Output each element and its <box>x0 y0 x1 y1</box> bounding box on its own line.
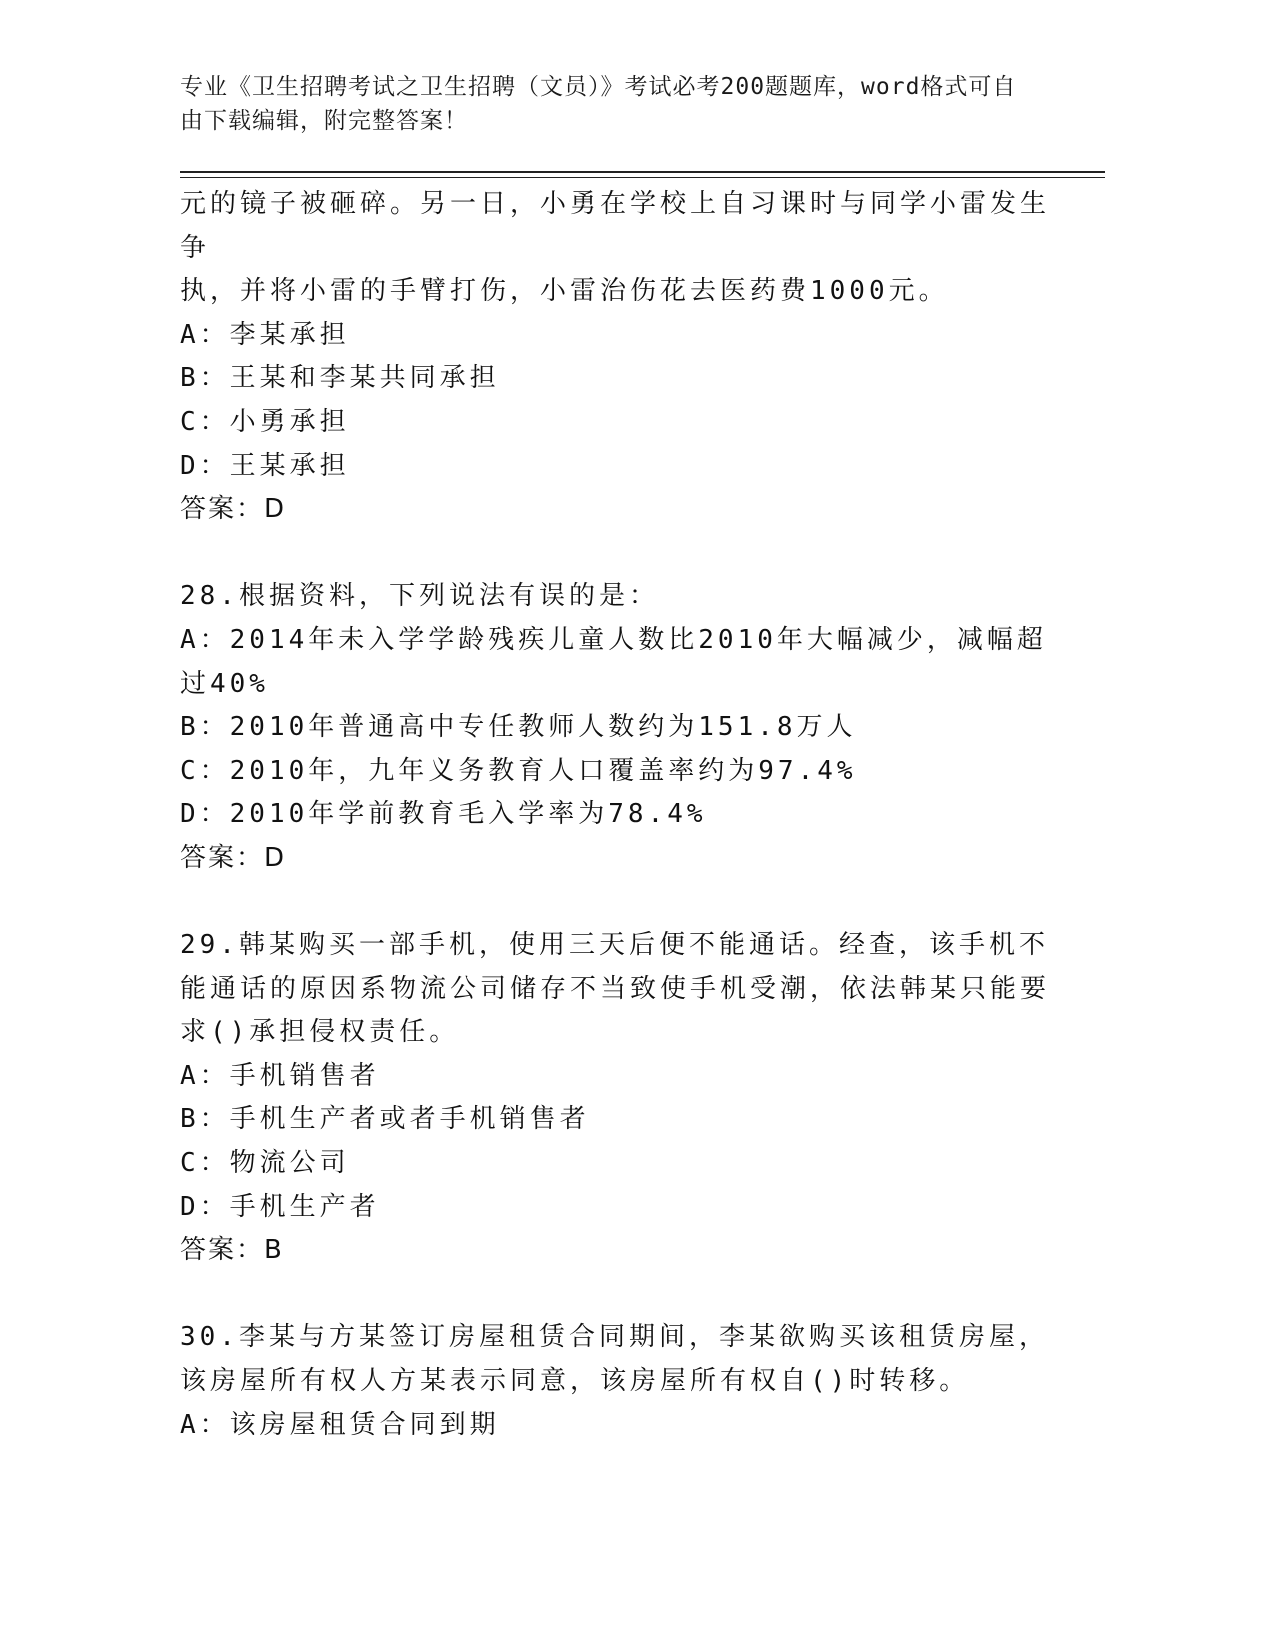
question-stem: 29.韩某购买一部手机，使用三天后便不能通话。经查，该手机不能通话的原因系物流公司储存不当致使手机受潮，依法韩某只能要求()承担侵权责任。 <box>180 930 1051 1048</box>
question-stem: 28.根据资料，下列说法有误的是： <box>180 581 659 612</box>
option-a: A：2014年未入学学龄残疾儿童人数比2010年大幅减少，减幅超过40% <box>180 624 1047 699</box>
continuation-line: 执，并将小雷的手臂打伤，小雷治伤花去医药费1000元。 <box>180 276 949 307</box>
option-a: A：李某承担 <box>180 319 350 350</box>
option-d: D：手机生产者 <box>180 1191 380 1222</box>
header-divider <box>180 171 1105 173</box>
answer: 答案：B <box>180 1235 284 1266</box>
answer: 答案：D <box>180 494 287 525</box>
question-content <box>180 183 1050 1447</box>
option-c: C：小勇承担 <box>180 406 350 437</box>
option-b: B：2010年普通高中专任教师人数约为151.8万人 <box>180 712 857 743</box>
option-c: C：2010年，九年义务教育人口覆盖率约为97.4% <box>180 755 857 786</box>
answer: 答案：D <box>180 842 287 873</box>
option-d: D：王某承担 <box>180 450 350 481</box>
option-a: A：手机销售者 <box>180 1060 380 1091</box>
question-stem: 30.李某与方某签订房屋租赁合同期间，李某欲购买该租赁房屋，该房屋所有权人方某表示同意，该房屋所有权自()时转移。 <box>180 1322 1049 1397</box>
document-header: 专业《卫生招聘考试之卫生招聘（文员）》考试必考200题题库，word格式可自由下载编辑，附完整答案！ <box>180 74 1017 134</box>
continuation-line: 元的镜子被砸碎。另一日，小勇在学校上自习课时与同学小雷发生争 <box>180 189 1051 263</box>
option-c: C：物流公司 <box>180 1148 350 1179</box>
option-b: B：王某和李某共同承担 <box>180 363 500 394</box>
option-d: D：2010年学前教育毛入学率为78.4% <box>180 799 707 830</box>
header-divider-thin <box>180 177 1105 178</box>
option-a: A：该房屋租赁合同到期 <box>180 1409 500 1440</box>
option-b: B：手机生产者或者手机销售者 <box>180 1104 590 1135</box>
